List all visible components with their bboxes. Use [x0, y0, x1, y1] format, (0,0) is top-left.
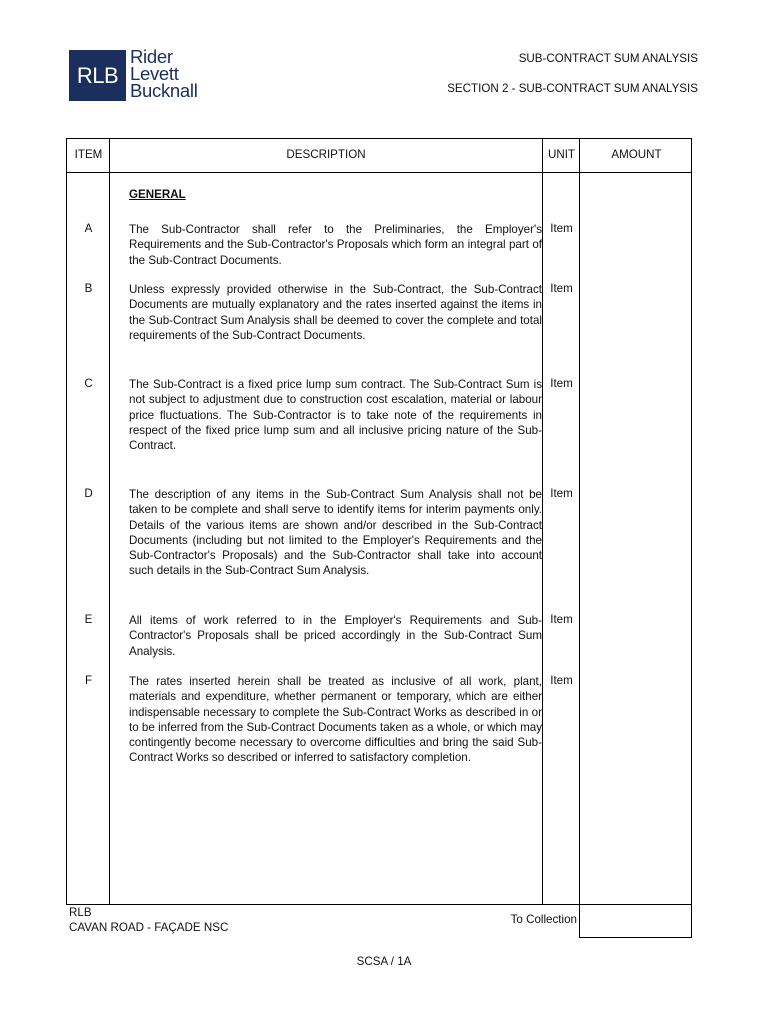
item-description: The rates inserted herein shall be treated as inclusive of all work, plant, materials and expenditure, whether permanent or temporary, which are either indispensable necessary to complete the Sub-Contract Works as described in or to be inferred from the Sub-Contract Documents taken as a whole, or which may contingently become necessary to overcome difficulties and bring the said Sub-Contract Works so described or inferred to satisfactory completion.	[129, 675, 542, 765]
column-divider	[542, 139, 543, 904]
item-unit: Item	[550, 613, 573, 626]
section-heading: GENERAL	[129, 188, 186, 201]
column-divider	[579, 139, 580, 904]
item-letter: F	[84, 674, 93, 687]
logo-monogram: RLB	[69, 50, 126, 101]
item-letter: A	[84, 222, 93, 235]
item-description: The Sub-Contractor shall refer to the Preliminaries, the Employer's Requirements and the Sub-Contractor's Proposals which form an integral part of the Sub-Contract Documents.	[129, 223, 542, 267]
column-header-item: ITEM	[74, 148, 103, 161]
item-description: All items of work referred to in the Employer's Requirements and Sub-Contractor's Proposals shall be priced accordingly in the Sub-Contract Sum Analysis.	[129, 614, 542, 658]
column-header-unit: UNIT	[547, 148, 576, 161]
item-letter: C	[84, 377, 93, 390]
item-description: The Sub-Contract is a fixed price lump sum contract. The Sub-Contract Sum is not subject to adjustment due to construction cost escalation, material or labour price fluctuations. The Sub-Contractor is to take note of the requirements in respect of the fixed price lump sum and all inclusive pricing nature of the Sub-Contract.	[129, 378, 542, 453]
item-description: Unless expressly provided otherwise in the Sub-Contract, the Sub-Contract Documents are mutually explanatory and the rates inserted against the items in the Sub-Contract Sum Analysis shall be deemed to cover the complete and total requirements of the Sub-Contract Documents.	[129, 283, 542, 342]
section-title: SECTION 2 - SUB-CONTRACT SUM ANALYSIS	[447, 82, 698, 95]
analysis-table	[66, 138, 692, 905]
logo-wordmark	[130, 48, 198, 99]
column-header-amount: AMOUNT	[611, 148, 662, 161]
rlb-logo	[69, 46, 198, 101]
item-unit: Item	[550, 282, 573, 295]
logo-word-2: Levett	[130, 63, 179, 84]
item-unit: Item	[550, 222, 573, 235]
logo-word-1: Rider	[130, 46, 173, 67]
collection-amount-box	[579, 905, 692, 938]
item-unit: Item	[550, 487, 573, 500]
footer-company: RLB	[69, 906, 92, 919]
document-title: SUB-CONTRACT SUM ANALYSIS	[518, 52, 698, 65]
item-letter: B	[84, 282, 93, 295]
logo-word-3: Bucknall	[130, 80, 198, 101]
column-header-description: DESCRIPTION	[286, 148, 366, 161]
item-unit: Item	[550, 674, 573, 687]
footer-info	[69, 906, 228, 935]
item-letter: E	[84, 613, 93, 626]
to-collection-label: To Collection	[510, 913, 577, 926]
column-divider	[109, 139, 110, 904]
header-divider	[67, 172, 691, 173]
item-description: The description of any items in the Sub-Contract Sum Analysis shall not be taken to be complete and shall serve to identify items for interim payments only. Details of the various items are shown and/or described in the Sub-Contract Documents (including but not limited to the Employer's Requirements and the Sub-Contractor's Proposals) and the Sub-Contractor shall take into account such details in the Sub-Contract Sum Analysis.	[129, 488, 542, 578]
footer-project: CAVAN ROAD - FAÇADE NSC	[69, 920, 229, 934]
item-letter: D	[84, 487, 93, 500]
item-unit: Item	[550, 377, 573, 390]
page-reference: SCSA / 1A	[356, 955, 412, 968]
